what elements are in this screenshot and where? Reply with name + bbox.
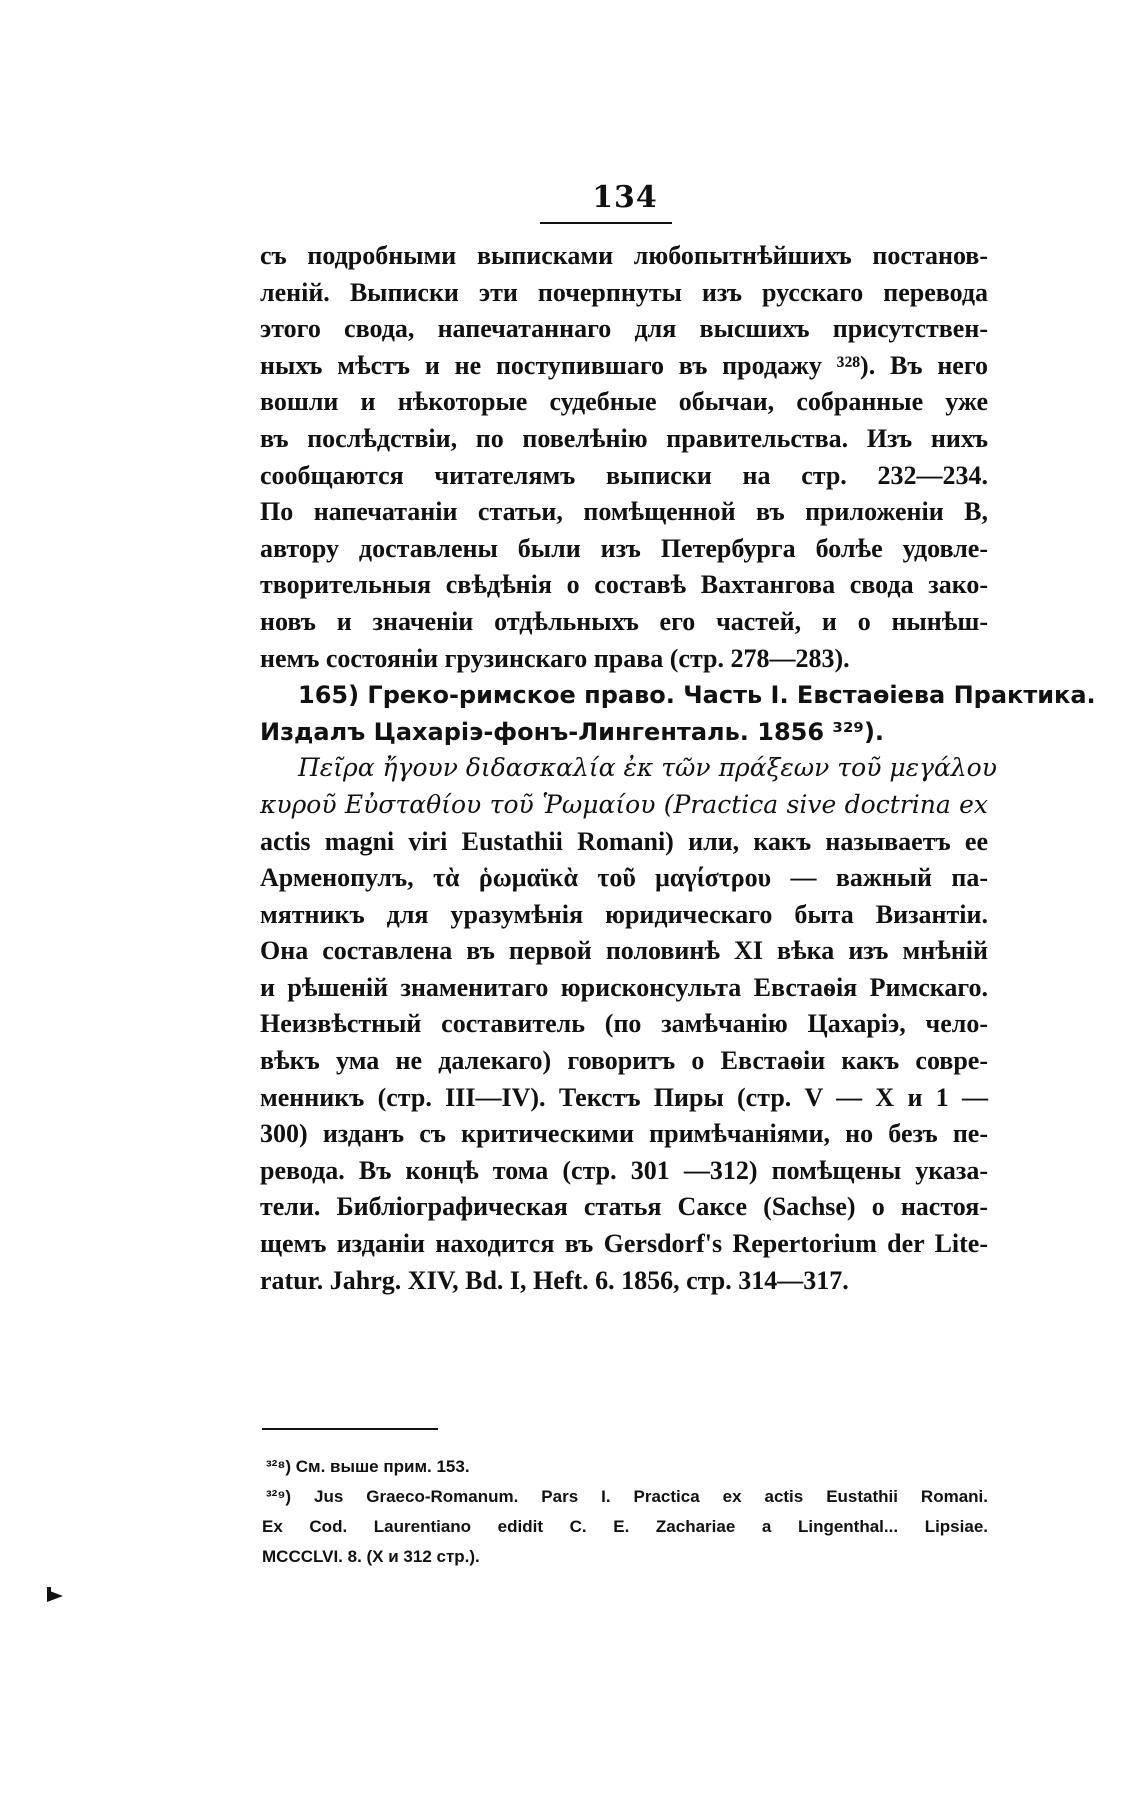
text-line: ratur. Jahrg. XIV, Bd. I, Heft. 6. 1856, стр. 314—317. (260, 1265, 849, 1295)
text-line: съ подробными выписками любопытнѣйшихъ постанов- (260, 241, 988, 270)
text-line: новъ и значеніи отдѣльныхъ его частей, и о нынѣш- (260, 606, 988, 636)
footnote-line: ³²⁸) См. выше прим. 153. (266, 1457, 470, 1476)
text-line: автору доставлены были изъ Петербурга болѣе удовле- (260, 533, 988, 563)
text-line: Арменопулъ, τὰ ῥωμαϊκὰ τοῦ μαγίστρου — важный па- (260, 863, 988, 893)
text-line: вошли и нѣкоторые судебные обычаи, собранные уже (260, 387, 988, 417)
text-line: творительныя свѣдѣнія о составѣ Вахтангова свода зако- (260, 570, 988, 600)
footnote-line: MCCCLVI. 8. (X и 312 стр.). (262, 1547, 480, 1566)
text-line: ныхъ мѣстъ и не поступившаго въ продажу ³²⁸). Въ него (260, 350, 988, 380)
text-line: немъ состояніи грузинскаго права (стр. 278—283). (260, 643, 850, 673)
body-text (260, 238, 1096, 1299)
text-line: леній. Выписки эти почерпнуты изъ русскаго перевода (260, 277, 988, 307)
footnote-rule (262, 1428, 438, 1430)
text-line: Она составлена въ первой половинѣ XI вѣка изъ мнѣній (260, 936, 988, 966)
text-line: Неизвѣстный составитель (по замѣчанію Цахаріэ, чело- (260, 1009, 988, 1039)
text-line: actis magni viri Eustathii Romani) или, какъ называетъ ее (260, 826, 988, 856)
text-line: въ послѣдствіи, по повелѣнію правительства. Изъ нихъ (260, 423, 988, 453)
header-rule (540, 222, 672, 224)
text-line: менникъ (стр. III—IV). Текстъ Пиры (стр. V — X и 1 — (260, 1082, 988, 1112)
text-line: κυροῦ Εὐσταθίου τοῦ Ῥωμαίου (Practica sive doctrina ex (260, 789, 988, 819)
footnote-line: ³²⁹) Jus Graeco-Romanum. Pars I. Practica ex actis Eustathii Romani. (266, 1487, 988, 1506)
text-line: тели. Библіографическая статья Саксе (Sachse) о настоя- (260, 1192, 988, 1222)
text-line: 165) Греко-римское право. Часть I. Евстаѳіева Практика. (298, 681, 1096, 710)
text-line: мятникъ для уразумѣнія юридическаго быта Византіи. (260, 899, 988, 929)
footnote-line: Ex Cod. Laurentiano edidit C. E. Zachariae a Lingenthal... Lipsiae. (262, 1517, 988, 1536)
text-line: Πεῖρα ἤγουν διδασκαλία ἐκ τῶν πράξεων τοῦ μεγάλου (298, 753, 997, 783)
text-line: Издалъ Цахаріэ-фонъ-Лингенталь. 1856 ³²⁹). (260, 717, 885, 746)
text-line: По напечатаніи статьи, помѣщенной въ приложеніи В, (260, 497, 988, 527)
text-line: ревода. Въ концѣ тома (стр. 301 —312) помѣщены указа- (260, 1155, 988, 1185)
text-line: этого свода, напечатаннаго для высшихъ присутствен- (260, 314, 988, 344)
page-number: 134 (592, 180, 658, 215)
text-line: 300) изданъ съ критическими примѣчаніями, но безъ пе- (260, 1119, 988, 1149)
text-line: вѣкъ ума не далекаго) говоритъ о Евстаѳіи какъ совре- (260, 1046, 988, 1076)
text-line: сообщаются читателямъ выписки на стр. 232—234. (260, 460, 988, 490)
footnotes (262, 1452, 988, 1572)
text-line: и рѣшеній знаменитаго юрисконсульта Евстаѳія Римскаго. (260, 972, 988, 1002)
text-line: щемъ изданіи находится въ Gersdorf's Repertorium der Lite- (260, 1229, 988, 1259)
margin-mark-icon (47, 1590, 63, 1602)
